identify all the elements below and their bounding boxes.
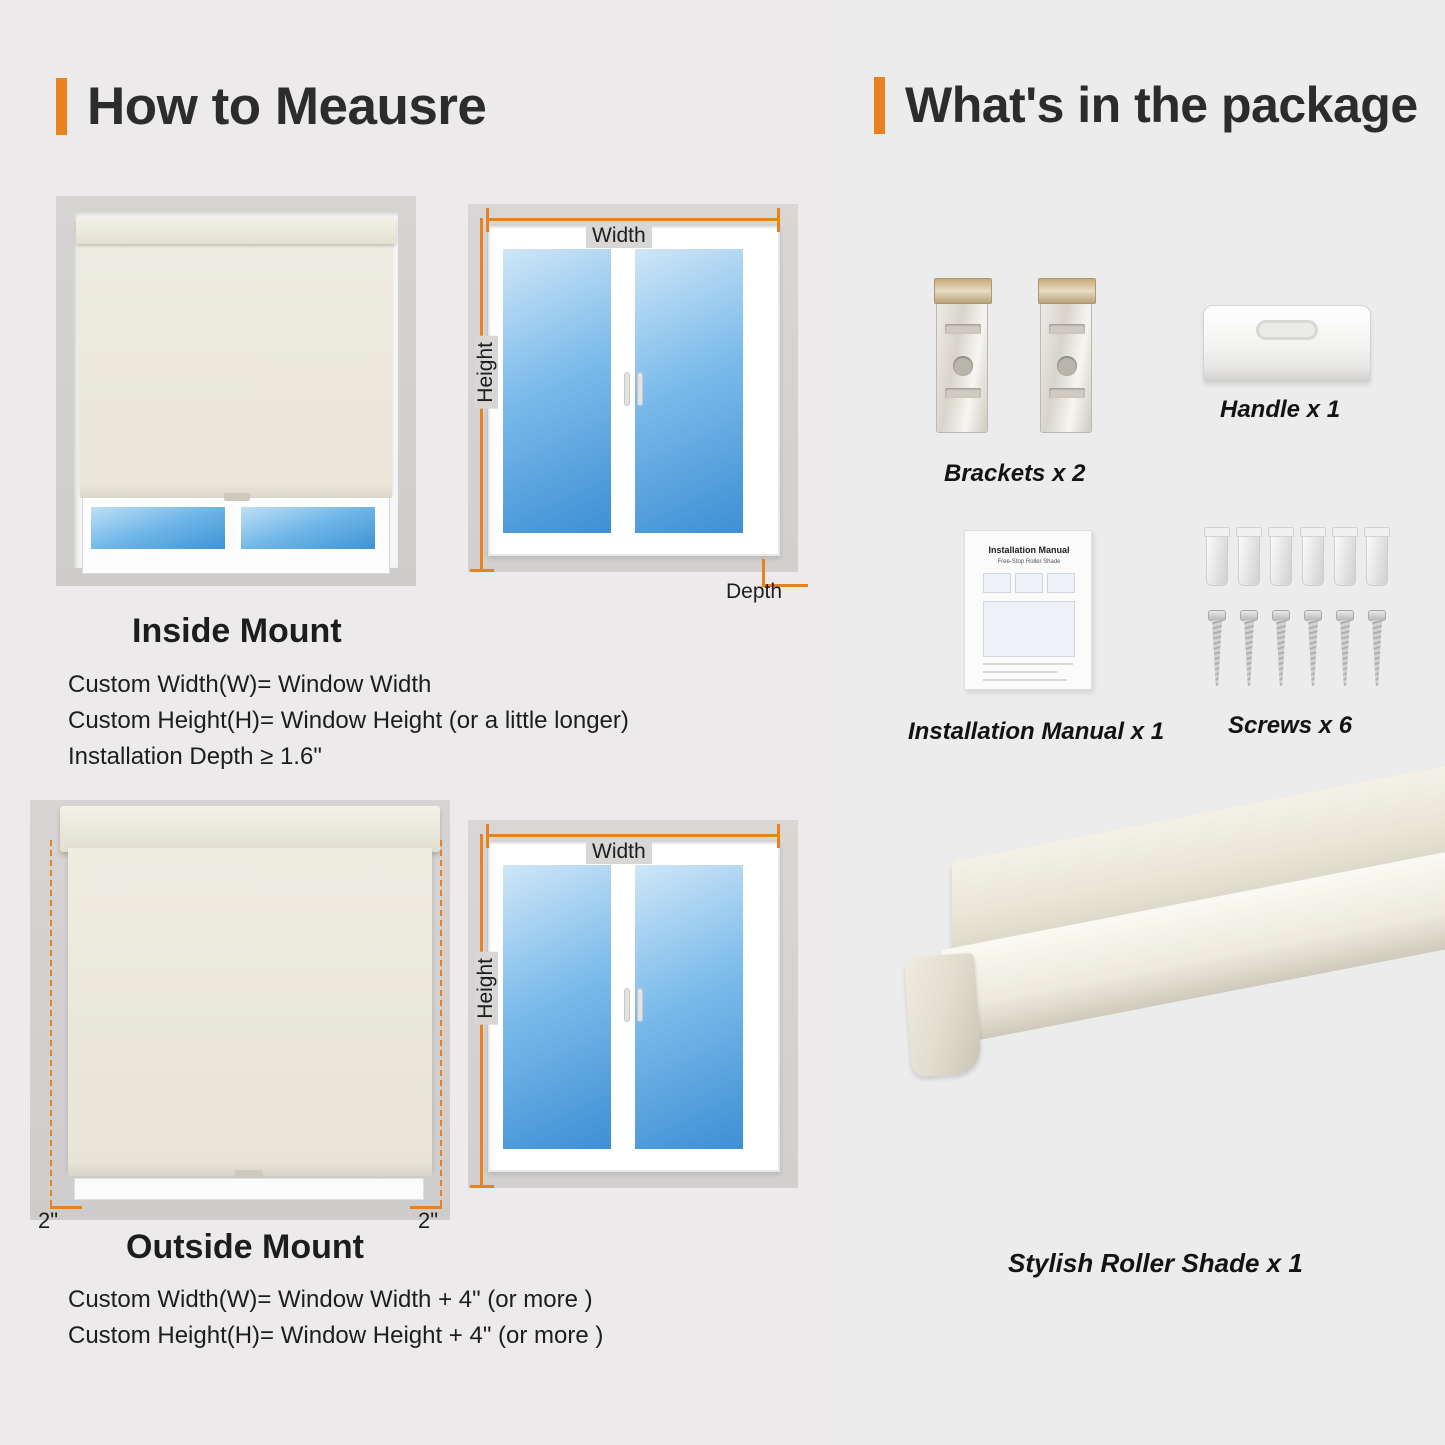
manual-cover-title: Installation Manual (988, 545, 1070, 555)
window-handle-left (624, 988, 630, 1022)
screw-shaft (1372, 620, 1382, 686)
height-dimension-tick-bottom (470, 569, 494, 572)
inside-mount-spec-3: Installation Depth ≥ 1.6" (68, 743, 322, 770)
screw-shaft (1276, 620, 1286, 686)
screw-part (1304, 610, 1322, 686)
screw-shaft (1308, 620, 1318, 686)
installation-manual-part (964, 530, 1092, 690)
handle-lip (1204, 366, 1370, 382)
package-title (874, 76, 1418, 134)
inside-mount-shade-illustration (56, 196, 416, 586)
overhang-label-right: 2" (418, 1208, 439, 1233)
manual-large-figure (983, 601, 1075, 657)
window-handle-left (624, 372, 630, 406)
title-accent-bar (56, 78, 67, 135)
wall-anchor (1238, 530, 1260, 586)
window-sash-left (494, 856, 620, 1158)
screw-head (1336, 610, 1354, 621)
screw-shaft (1340, 620, 1350, 686)
wall-anchor (1366, 530, 1388, 586)
window-glass-left (88, 504, 228, 552)
inside-mount-spec-1: Custom Width(W)= Window Width (68, 671, 432, 698)
width-dimension-line (486, 218, 780, 221)
roller-shade-handle (224, 493, 250, 501)
how-to-measure-title (56, 76, 486, 137)
bracket-screw-hole (1057, 356, 1077, 376)
outside-mount-heading: Outside Mount (126, 1228, 364, 1266)
package-title-text: What's in the package (905, 77, 1418, 133)
roller-shade-fabric (80, 226, 392, 494)
screw-part (1272, 610, 1290, 686)
overhang-guide-right (440, 840, 442, 1206)
bracket-metal-clip (934, 278, 992, 304)
roller-shade-product (898, 830, 1445, 1220)
handle-part (1203, 305, 1371, 383)
bracket-screw-hole (953, 356, 973, 376)
window-sash-right (626, 856, 752, 1158)
bracket-metal-clip (1038, 278, 1096, 304)
inside-mount-spec-2: Custom Height(H)= Window Height (or a little longer) (68, 707, 629, 734)
width-dimension-line (486, 834, 780, 837)
manual-text-line (983, 671, 1057, 673)
screw-head (1368, 610, 1386, 621)
screw-head (1272, 610, 1290, 621)
bracket-part-1 (936, 283, 988, 433)
roller-shade-caption: Stylish Roller Shade x 1 (1008, 1248, 1303, 1278)
manual-cover-subtitle: Free-Stop Roller Shade (997, 559, 1061, 565)
screw-shaft (1212, 620, 1222, 686)
wall-anchor (1334, 530, 1356, 586)
bracket-part-2 (1040, 283, 1092, 433)
width-label: Width (586, 224, 652, 248)
handle-grip (1256, 320, 1318, 340)
wall-anchor (1302, 530, 1324, 586)
outside-mount-spec-1: Custom Width(W)= Window Width + 4" (or more ) (68, 1286, 593, 1313)
roller-shade-headrail (76, 218, 396, 244)
bracket-slot (945, 324, 981, 334)
anchor-head (1332, 527, 1358, 537)
manual-figure (983, 573, 1011, 593)
package-contents-panel (838, 0, 1445, 1445)
height-dimension-tick-bottom (470, 1185, 494, 1188)
manual-figure (1047, 573, 1075, 593)
handle-caption: Handle x 1 (1220, 396, 1341, 423)
inside-mount-heading: Inside Mount (132, 612, 342, 650)
manual-text-line (983, 679, 1067, 681)
roller-shade-fabric (68, 848, 432, 1170)
manual-caption: Installation Manual x 1 (908, 718, 1165, 745)
brackets-caption: Brackets x 2 (944, 460, 1086, 487)
bracket-slot (1049, 388, 1085, 398)
height-label: Height (474, 336, 498, 409)
window-handle-right (637, 988, 643, 1022)
manual-text-line (983, 663, 1073, 665)
width-dimension-tick-right (777, 208, 780, 232)
width-dimension-tick-right (777, 824, 780, 848)
screw-head (1208, 610, 1226, 621)
overhang-label-left: 2" (38, 1208, 59, 1233)
overhang-guide-left (50, 840, 52, 1206)
height-label: Height (474, 952, 498, 1025)
bracket-slot (1049, 324, 1085, 334)
screw-head (1304, 610, 1322, 621)
outside-mount-spec-2: Custom Height(H)= Window Height + 4" (or more ) (68, 1322, 604, 1349)
roller-shade-end-cap (904, 953, 982, 1078)
screw-head (1240, 610, 1258, 621)
window-sash-right (626, 240, 752, 542)
width-label: Width (586, 840, 652, 864)
screw-part (1208, 610, 1226, 686)
screw-part (1368, 610, 1386, 686)
screw-shaft (1244, 620, 1254, 686)
window-sill (74, 1178, 424, 1200)
width-dimension-tick-left (486, 208, 489, 232)
outside-mount-dimension-window (456, 812, 812, 1202)
title-accent-bar (874, 77, 885, 134)
anchor-head (1204, 527, 1230, 537)
window-handle-right (637, 372, 643, 406)
window-sash-left (494, 240, 620, 542)
anchor-head (1268, 527, 1294, 537)
screws-caption: Screws x 6 (1228, 712, 1353, 739)
bracket-slot (945, 388, 981, 398)
wall-anchor (1270, 530, 1292, 586)
roller-shade-headrail (60, 806, 440, 852)
inside-mount-dimension-window (456, 196, 812, 603)
anchor-head (1236, 527, 1262, 537)
screw-part (1240, 610, 1258, 686)
width-dimension-tick-left (486, 824, 489, 848)
outside-mount-shade-illustration (30, 800, 450, 1220)
window-glass-right (238, 504, 378, 552)
anchor-head (1300, 527, 1326, 537)
how-to-measure-title-text: How to Meausre (87, 77, 487, 136)
wall-anchor (1206, 530, 1228, 586)
anchor-head (1364, 527, 1390, 537)
manual-figure (1015, 573, 1043, 593)
depth-label: Depth (726, 580, 783, 603)
screw-part (1336, 610, 1354, 686)
